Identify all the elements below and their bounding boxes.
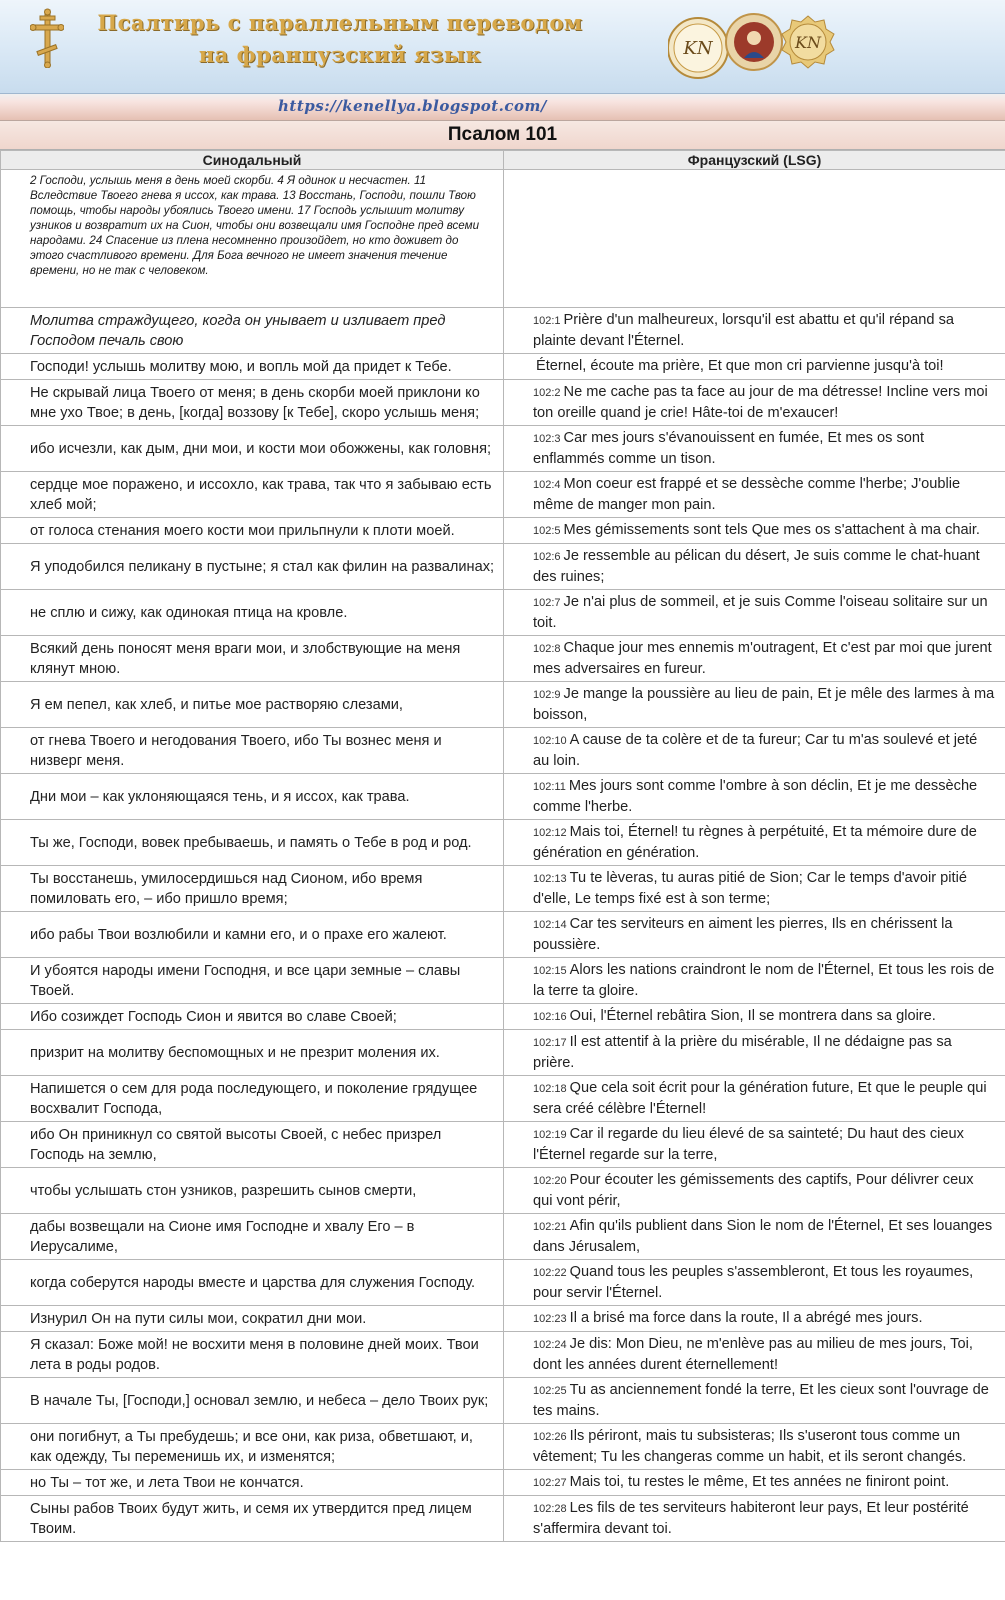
table-row xyxy=(1,544,1005,590)
french-verse xyxy=(504,1122,1005,1168)
synodal-verse: сердце мое поражено, и иссохло, как трава, так что я забываю есть хлеб мой; xyxy=(1,472,504,518)
table-row xyxy=(1,308,1005,354)
french-verse-text: Mais toi, Éternel! tu règnes à perpétuité, Et ta mémoire dure de génération en génération. xyxy=(533,824,977,861)
synodal-verse: чтобы услышать стон узников, разрешить сынов смерти, xyxy=(1,1168,504,1214)
verse-number: 102:3 xyxy=(533,433,561,445)
french-verse xyxy=(504,1004,1005,1030)
verse-number: 102:15 xyxy=(533,965,567,977)
table-row xyxy=(1,1076,1005,1122)
french-verse-text: Tu te lèveras, tu auras pitié de Sion; Car le temps d'avoir pitié d'elle, Le temps fixé est à son terme; xyxy=(533,870,967,907)
table-row xyxy=(1,1470,1005,1496)
intro-summary: 2 Господи, услышь меня в день моей скорби. 4 Я одинок и несчастен. 11 Вследствие Твоего гнева я иссох, как трава. 13 Восстань, Господи, пошли Твою помощь, чтобы народы убоялись Твоего имени. 17 Господь услышит молитву узников и возвратит их на Сион, чтобы они возвещали имя Господне пред всеми народами. 24 Спасение из плена несомненно произойдет, но кто доживет до этого счастливого времени. Для Бога вечного не имеет значения течение времени, но не так с человеком. xyxy=(1,170,504,308)
synodal-verse: но Ты – тот же, и лета Твои не кончатся. xyxy=(1,1470,504,1496)
table-row xyxy=(1,1168,1005,1214)
seal-logos xyxy=(668,12,838,84)
french-verse-text: Les fils de tes serviteurs habiteront leur pays, Et leur postérité s'affermira devant toi. xyxy=(533,1500,969,1537)
synodal-verse: В начале Ты, [Господи,] основал землю, и небеса – дело Твоих рук; xyxy=(1,1378,504,1424)
synodal-verse: Напишется о сем для рода последующего, и поколение грядущее восхвалит Господа, xyxy=(1,1076,504,1122)
verse-number: 102:23 xyxy=(533,1313,567,1325)
french-verse-text: Car tes serviteurs en aiment les pierres, Ils en chérissent la poussière. xyxy=(533,916,953,953)
table-row xyxy=(1,1306,1005,1332)
verse-number: 102:13 xyxy=(533,873,567,885)
synodal-verse: Ты восстанешь, умилосердишься над Сионом, ибо время помиловать его, – ибо пришло время; xyxy=(1,866,504,912)
table-row xyxy=(1,820,1005,866)
french-verse xyxy=(504,1496,1005,1542)
header-banner xyxy=(0,0,1005,94)
synodal-verse: от голоса стенания моего кости мои прильпнули к плоти моей. xyxy=(1,518,504,544)
french-verse xyxy=(504,958,1005,1004)
french-verse-text: Je n'ai plus de sommeil, et je suis Comme l'oiseau solitaire sur un toit. xyxy=(533,594,988,631)
verse-number: 102:21 xyxy=(533,1221,567,1233)
french-verse xyxy=(504,912,1005,958)
french-verse-text: Tu as anciennement fondé la terre, Et les cieux sont l'ouvrage de tes mains. xyxy=(533,1382,989,1419)
french-verse xyxy=(504,636,1005,682)
table-row xyxy=(1,1260,1005,1306)
orthodox-cross-icon xyxy=(30,8,64,68)
synodal-verse: Я сказал: Боже мой! не восхити меня в половине дней моих. Твои лета в роды родов. xyxy=(1,1332,504,1378)
french-verse-text: Ne me cache pas ta face au jour de ma détresse! Incline vers moi ton oreille quand je crie! Hâte-toi de m'exaucer! xyxy=(533,384,988,421)
verse-number: 102:28 xyxy=(533,1503,567,1515)
verse-number: 102:18 xyxy=(533,1083,567,1095)
french-verse xyxy=(504,1378,1005,1424)
verse-number: 102:11 xyxy=(533,781,566,793)
french-verse xyxy=(504,472,1005,518)
table-row xyxy=(1,1004,1005,1030)
french-verse xyxy=(504,1076,1005,1122)
table-row xyxy=(1,590,1005,636)
kn-seal-right-icon xyxy=(782,16,834,68)
table-row xyxy=(1,958,1005,1004)
verse-number: 102:27 xyxy=(533,1477,567,1489)
french-verse xyxy=(504,820,1005,866)
synodal-verse: Изнурил Он на пути силы мои, сократил дни мои. xyxy=(1,1306,504,1332)
parallel-psalm-table xyxy=(0,150,1005,1542)
table-header-row xyxy=(1,151,1005,170)
verse-number: 102:17 xyxy=(533,1037,567,1049)
verse-number: 102:12 xyxy=(533,827,567,839)
synodal-verse: Ибо созиждет Господь Сион и явится во славе Своей; xyxy=(1,1004,504,1030)
table-row xyxy=(1,728,1005,774)
french-verse-text: Mes gémissements sont tels Que mes os s'attachent à ma chair. xyxy=(563,522,980,538)
synodal-verse: когда соберутся народы вместе и царства для служения Господу. xyxy=(1,1260,504,1306)
table-row xyxy=(1,682,1005,728)
french-verse-text: Mon coeur est frappé et se dessèche comme l'herbe; J'oublie même de manger mon pain. xyxy=(533,476,961,513)
french-verse xyxy=(504,1030,1005,1076)
synodal-verse: И убоятся народы имени Господня, и все цари земные – славы Твоей. xyxy=(1,958,504,1004)
kn-seal-left-icon xyxy=(668,18,728,78)
verse-number: 102:4 xyxy=(533,479,561,491)
verse-number: 102:10 xyxy=(533,735,567,747)
french-verse xyxy=(504,1424,1005,1470)
table-row xyxy=(1,774,1005,820)
french-verse-text: Chaque jour mes ennemis m'outragent, Et c'est par moi que jurent mes adversaires en fureur. xyxy=(533,640,992,677)
table-row xyxy=(1,1332,1005,1378)
synodal-verse: ибо Он приникнул со святой высоты Своей, с небес призрел Господь на землю, xyxy=(1,1122,504,1168)
french-verse xyxy=(504,1332,1005,1378)
table-row xyxy=(1,1378,1005,1424)
verse-number: 102:6 xyxy=(533,551,561,563)
table-row xyxy=(1,1122,1005,1168)
table-row xyxy=(1,866,1005,912)
french-verse xyxy=(504,544,1005,590)
verse-number: 102:7 xyxy=(533,597,561,609)
table-row xyxy=(1,636,1005,682)
verse-number: 102:1 xyxy=(533,315,561,327)
synodal-verse: Дни мои – как уклоняющаяся тень, и я иссох, как трава. xyxy=(1,774,504,820)
verse-number: 102:5 xyxy=(533,525,561,537)
verse-number: 102:14 xyxy=(533,919,567,931)
table-row xyxy=(1,354,1005,380)
table-row xyxy=(1,1214,1005,1260)
french-verse-text: Car il regarde du lieu élevé de sa sainteté; Du haut des cieux l'Éternel regarde sur la terre, xyxy=(533,1126,964,1163)
french-verse xyxy=(504,728,1005,774)
french-verse-text: Que cela soit écrit pour la génération future, Et que le peuple qui sera créé célèbre l'Éternel! xyxy=(533,1080,987,1117)
synodal-verse: Господи! услышь молитву мою, и вопль мой да придет к Тебе. xyxy=(1,354,504,380)
verse-number: 102:20 xyxy=(533,1175,567,1187)
column-header-synodal: Синодальный xyxy=(1,151,504,170)
synodal-verse: не сплю и сижу, как одинокая птица на кровле. xyxy=(1,590,504,636)
french-verse xyxy=(504,354,1005,380)
synodal-verse: они погибнут, а Ты пребудешь; и все они, как риза, обветшают, и, как одежду, Ты переменишь их, и изменятся; xyxy=(1,1424,504,1470)
psalm-title: Псалом 101 xyxy=(0,121,1005,150)
verse-number: 102:19 xyxy=(533,1129,567,1141)
french-verse xyxy=(504,1260,1005,1306)
french-verse-text: Alors les nations craindront le nom de l'Éternel, Et tous les rois de la terre ta gloire. xyxy=(533,962,995,999)
french-verse-text: Je mange la poussière au lieu de pain, Et je mêle des larmes à ma boisson, xyxy=(533,686,995,723)
intro-empty-cell xyxy=(504,170,1005,308)
icon-medallion-icon xyxy=(726,14,782,70)
table-row xyxy=(1,472,1005,518)
verse-number: 102:2 xyxy=(533,387,561,399)
french-verse-text: Prière d'un malheureux, lorsqu'il est abattu et qu'il répand sa plainte devant l'Éternel. xyxy=(533,312,954,349)
french-verse-text: Quand tous les peuples s'assembleront, Et tous les royaumes, pour servir l'Éternel. xyxy=(533,1264,974,1301)
french-verse xyxy=(504,682,1005,728)
synodal-verse: дабы возвещали на Сионе имя Господне и хвалу Его – в Иерусалиме, xyxy=(1,1214,504,1260)
synodal-verse: ибо рабы Твои возлюбили и камни его, и о прахе его жалеют. xyxy=(1,912,504,958)
french-verse-text: A cause de ta colère et de ta fureur; Car tu m'as soulevé et jeté au loin. xyxy=(533,732,978,769)
table-row xyxy=(1,518,1005,544)
french-verse-text: Je dis: Mon Dieu, ne m'enlève pas au milieu de mes jours, Toi, dont les années durent éternellement! xyxy=(533,1336,973,1373)
verse-number: 102:24 xyxy=(533,1339,567,1351)
table-row xyxy=(1,912,1005,958)
synodal-verse: ибо исчезли, как дым, дни мои, и кости мои обожжены, как головня; xyxy=(1,426,504,472)
french-verse xyxy=(504,866,1005,912)
french-verse xyxy=(504,774,1005,820)
french-verse-text: Je ressemble au pélican du désert, Je suis comme le chat-huant des ruines; xyxy=(533,548,980,585)
french-verse xyxy=(504,426,1005,472)
table-row xyxy=(1,426,1005,472)
intro-row xyxy=(1,170,1005,308)
synodal-verse: Всякий день поносят меня враги мои, и злобствующие на меня клянут мною. xyxy=(1,636,504,682)
french-verse-text: Car mes jours s'évanouissent en fumée, Et mes os sont enflammés comme un tison. xyxy=(533,430,925,467)
french-verse-text: Oui, l'Éternel rebâtira Sion, Il se montrera dans sa gloire. xyxy=(569,1008,936,1024)
french-verse xyxy=(504,590,1005,636)
french-verse-text: Il a brisé ma force dans la route, Il a abrégé mes jours. xyxy=(569,1310,923,1326)
synodal-verse: Я уподобился пеликану в пустыне; я стал как филин на развалинах; xyxy=(1,544,504,590)
site-title-line-2: на французский язык xyxy=(198,42,482,67)
french-verse-text: Afin qu'ils publient dans Sion le nom de l'Éternel, Et ses louanges dans Jérusalem, xyxy=(533,1218,993,1255)
verse-number: 102:25 xyxy=(533,1385,567,1397)
french-verse-text: Ils périront, mais tu subsisteras; Ils s'useront tous comme un vêtement; Tu les changeras comme un habit, et ils seront changés. xyxy=(533,1428,967,1465)
table-row xyxy=(1,1496,1005,1542)
verse-number: 102:16 xyxy=(533,1011,567,1023)
verse-number: 102:8 xyxy=(533,643,561,655)
synodal-verse: Не скрывай лица Твоего от меня; в день скорби моей приклони ко мне ухо Твое; в день, [когда] воззову [к Тебе], скоро услышь меня; xyxy=(1,380,504,426)
french-verse-text: Mes jours sont comme l'ombre à son déclin, Et je me dessèche comme l'herbe. xyxy=(533,778,978,815)
verse-number: 102:22 xyxy=(533,1267,567,1279)
synodal-verse: призрит на молитву беспомощных и не презрит моления их. xyxy=(1,1030,504,1076)
french-verse-text: Pour écouter les gémissements des captifs, Pour délivrer ceux qui vont périr, xyxy=(533,1172,974,1209)
french-verse xyxy=(504,1470,1005,1496)
svg-text:KN: KN xyxy=(683,38,713,59)
verse-number: 102:26 xyxy=(533,1431,567,1443)
table-row xyxy=(1,380,1005,426)
french-verse-text: Mais toi, tu restes le même, Et tes années ne finiront point. xyxy=(569,1474,950,1490)
table-row xyxy=(1,1030,1005,1076)
svg-text:KN: KN xyxy=(795,33,821,52)
synodal-verse: Сыны рабов Твоих будут жить, и семя их утвердится пред лицем Твоим. xyxy=(1,1496,504,1542)
synodal-verse: Ты же, Господи, вовек пребываешь, и память о Тебе в род и род. xyxy=(1,820,504,866)
synodal-verse: Молитва страждущего, когда он унывает и изливает пред Господом печаль свою xyxy=(1,308,504,354)
site-url-link[interactable]: https://kenellya.blogspot.com/ xyxy=(278,97,547,115)
french-verse xyxy=(504,1168,1005,1214)
url-bar xyxy=(0,94,1005,121)
synodal-verse: Я ем пепел, как хлеб, и питье мое растворяю слезами, xyxy=(1,682,504,728)
french-verse xyxy=(504,518,1005,544)
french-verse xyxy=(504,1306,1005,1332)
table-row xyxy=(1,1424,1005,1470)
french-verse xyxy=(504,380,1005,426)
site-title-line-1: Псалтирь с параллельным переводом xyxy=(97,10,583,35)
column-header-french: Французский (LSG) xyxy=(504,151,1005,170)
french-verse-text: Il est attentif à la prière du misérable, Il ne dédaigne pas sa prière. xyxy=(533,1034,952,1071)
verse-number: 102:9 xyxy=(533,689,561,701)
french-verse xyxy=(504,1214,1005,1260)
french-verse-text: Éternel, écoute ma prière, Et que mon cri parvienne jusqu'à toi! xyxy=(536,358,944,374)
french-verse xyxy=(504,308,1005,354)
synodal-verse: от гнева Твоего и негодования Твоего, ибо Ты вознес меня и низверг меня. xyxy=(1,728,504,774)
